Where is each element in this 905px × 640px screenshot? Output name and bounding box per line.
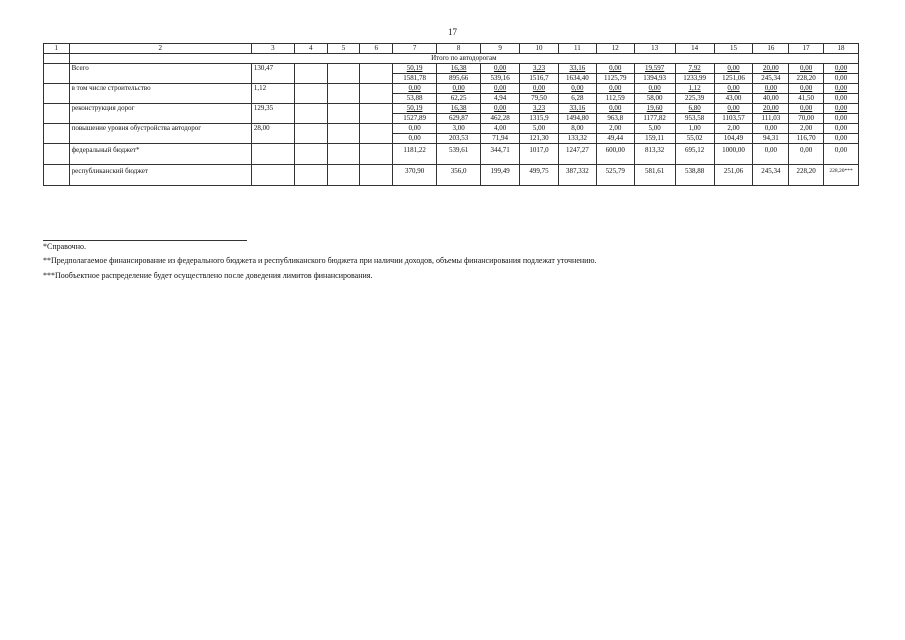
row-col3-value: 1,12 <box>251 84 294 104</box>
cell-value-top <box>520 104 559 114</box>
value-text: 0,00 <box>609 84 622 92</box>
row-label: повышение уровня обустройства автодорог <box>69 124 251 144</box>
row-number-cell <box>44 104 70 124</box>
cell-value-bottom: 70,00 <box>789 114 824 124</box>
empty-cell <box>360 165 393 186</box>
empty-cell <box>327 64 360 84</box>
column-header: 3 <box>251 44 294 54</box>
value-text: 1,00 <box>688 124 701 132</box>
cell-value-top <box>675 104 714 114</box>
footnote-financing: **Предполагаемое финансирование из федерального бюджета и республиканского бюджета при наличии доходов, объемы финансирования подлежат уточнению. <box>43 256 597 265</box>
value-text: 0,00 <box>800 104 813 112</box>
value-text: 0,00 <box>609 64 622 72</box>
cell-value: 600,00 <box>596 144 634 165</box>
table-row <box>44 104 859 114</box>
cell-value: 0,00 <box>824 144 859 165</box>
row-label: в том числе строительство <box>69 84 251 104</box>
cell-value-bottom: 116,70 <box>789 134 824 144</box>
row-number-cell <box>44 64 70 84</box>
column-header: 10 <box>520 44 559 54</box>
value-text: 5,00 <box>532 124 546 132</box>
cell-value-bottom: 79,50 <box>520 94 559 104</box>
value-text: 0,00 <box>834 124 848 132</box>
row-label: федеральный бюджет* <box>69 144 251 165</box>
value-text: 0,00 <box>532 84 546 92</box>
cell-value-top <box>596 104 634 114</box>
cell-value-top <box>789 104 824 114</box>
cell-value: 538,88 <box>675 165 714 186</box>
empty-cell <box>360 144 393 165</box>
cell-value-top <box>634 124 675 134</box>
page-number: 17 <box>448 27 457 37</box>
column-header: 14 <box>675 44 714 54</box>
cell-value-top <box>437 64 481 74</box>
row-label: реконструкция дорог <box>69 104 251 124</box>
cell-value-top <box>675 124 714 134</box>
value-text: 7,92 <box>688 64 701 72</box>
footnote-distribution: ***Пообъектное распределение будет осуществлено после доведения лимитов финансирования. <box>43 271 373 280</box>
cell-value-bottom: 203,53 <box>437 134 481 144</box>
cell-value: 539,61 <box>437 144 481 165</box>
column-header: 16 <box>753 44 789 54</box>
cell-value-bottom: 1527,89 <box>393 114 437 124</box>
value-text: 3,00 <box>452 124 465 132</box>
value-text: 0,00 <box>727 64 740 72</box>
cell-value-top <box>596 84 634 94</box>
cell-value-bottom: 133,32 <box>558 134 596 144</box>
value-text: 3,23 <box>532 104 546 112</box>
cell-value-top <box>789 124 824 134</box>
column-header: 2 <box>69 44 251 54</box>
value-text: 2,00 <box>609 124 622 132</box>
cell-value-bottom: 0,00 <box>824 134 859 144</box>
cell-value-bottom: 1233,99 <box>675 74 714 84</box>
value-text: 8,00 <box>571 124 584 132</box>
cell-value-top <box>789 84 824 94</box>
cell-value-bottom: 159,11 <box>634 134 675 144</box>
column-header: 6 <box>360 44 393 54</box>
row-col3-value <box>251 144 294 165</box>
value-text: 0,00 <box>800 84 813 92</box>
cell-value-top <box>824 124 859 134</box>
cell-value-bottom: 58,00 <box>634 94 675 104</box>
value-text: 20,00 <box>762 64 779 72</box>
value-text: 50,19 <box>406 64 423 72</box>
value-text: 0,00 <box>648 84 661 92</box>
row-col3-value <box>251 165 294 186</box>
empty-cell <box>294 104 327 124</box>
cell-value-top <box>393 104 437 114</box>
cell-value-top <box>481 104 520 114</box>
cell-value-top <box>824 104 859 114</box>
cell-value: 387,332 <box>558 165 596 186</box>
cell-value-bottom: 1125,79 <box>596 74 634 84</box>
footnote-rule <box>43 240 247 241</box>
cell-value-top <box>634 104 675 114</box>
value-text: 0,00 <box>408 124 421 132</box>
value-text: 0,00 <box>727 84 740 92</box>
value-text: 0,00 <box>834 64 848 72</box>
value-text: 0,00 <box>800 64 813 72</box>
cell-value: 228,20*** <box>824 165 859 186</box>
cell-value: 1247,27 <box>558 144 596 165</box>
cell-value-bottom: 55,02 <box>675 134 714 144</box>
cell-value-bottom: 121,30 <box>520 134 559 144</box>
column-header: 17 <box>789 44 824 54</box>
cell-value-top <box>393 124 437 134</box>
value-text: 2,00 <box>800 124 813 132</box>
value-text: 2,00 <box>727 124 740 132</box>
value-text: 0,00 <box>764 84 777 92</box>
value-text: 5,00 <box>648 124 661 132</box>
cell-value-bottom: 895,66 <box>437 74 481 84</box>
cell-value-top <box>558 64 596 74</box>
cell-value-top <box>675 84 714 94</box>
empty-cell <box>327 165 360 186</box>
row-number-cell <box>44 144 70 165</box>
cell-value-bottom: 1634,40 <box>558 74 596 84</box>
cell-value-top <box>437 124 481 134</box>
cell-value-bottom: 62,25 <box>437 94 481 104</box>
value-text: 33,16 <box>569 64 586 72</box>
cell-value-top <box>481 84 520 94</box>
row-number-cell <box>44 84 70 104</box>
cell-value-top <box>789 64 824 74</box>
value-text: 16,38 <box>450 104 467 112</box>
value-text: 0,00 <box>493 64 507 72</box>
cell-value: 344,71 <box>481 144 520 165</box>
empty-cell <box>327 104 360 124</box>
cell-value: 251,06 <box>714 165 753 186</box>
value-text: 0,00 <box>452 84 465 92</box>
cell-value: 525,79 <box>596 165 634 186</box>
cell-value-bottom: 1177,82 <box>634 114 675 124</box>
empty-cell <box>294 84 327 104</box>
cell-value-bottom: 41,50 <box>789 94 824 104</box>
cell-value-bottom: 43,00 <box>714 94 753 104</box>
cell-value-bottom: 963,8 <box>596 114 634 124</box>
cell-value-bottom: 104,49 <box>714 134 753 144</box>
cell-value: 370,90 <box>393 165 437 186</box>
value-text: 0,00 <box>727 104 740 112</box>
footnote-reference: *Справочно. <box>43 242 86 251</box>
empty-cell <box>360 104 393 124</box>
cell-value-top <box>596 64 634 74</box>
table-row <box>44 84 859 94</box>
column-header: 9 <box>481 44 520 54</box>
value-text: 0,00 <box>764 124 777 132</box>
header-row <box>44 44 859 54</box>
section-cell-blank <box>44 54 70 64</box>
cell-value-bottom: 245,34 <box>753 74 789 84</box>
cell-value-bottom: 1494,80 <box>558 114 596 124</box>
cell-value-bottom: 94,31 <box>753 134 789 144</box>
section-row <box>44 54 859 64</box>
cell-value-top <box>634 84 675 94</box>
column-header: 1 <box>44 44 70 54</box>
empty-cell <box>360 84 393 104</box>
cell-value-top <box>753 64 789 74</box>
cell-value-top <box>481 124 520 134</box>
row-col3-value: 28,00 <box>251 124 294 144</box>
cell-value-top <box>520 124 559 134</box>
table-row <box>44 144 859 165</box>
cell-value: 356,0 <box>437 165 481 186</box>
empty-cell <box>327 124 360 144</box>
cell-value-bottom: 953,58 <box>675 114 714 124</box>
cell-value-bottom: 539,16 <box>481 74 520 84</box>
cell-value-bottom: 49,44 <box>596 134 634 144</box>
value-text: 0,00 <box>834 84 848 92</box>
cell-value-bottom: 40,00 <box>753 94 789 104</box>
empty-cell <box>360 124 393 144</box>
cell-value-top <box>824 84 859 94</box>
empty-cell <box>360 64 393 84</box>
cell-value-top <box>596 124 634 134</box>
financing-table <box>43 43 859 186</box>
cell-value-bottom: 228,20 <box>789 74 824 84</box>
cell-value-top <box>824 64 859 74</box>
value-text: 16,38 <box>450 64 467 72</box>
empty-cell <box>294 144 327 165</box>
cell-value-top <box>558 84 596 94</box>
cell-value-top <box>437 84 481 94</box>
cell-value-top <box>675 64 714 74</box>
cell-value-bottom: 1516,7 <box>520 74 559 84</box>
cell-value: 0,00 <box>753 144 789 165</box>
empty-cell <box>294 124 327 144</box>
cell-value-bottom: 111,03 <box>753 114 789 124</box>
value-text: 3,23 <box>532 64 546 72</box>
cell-value-bottom: 53,88 <box>393 94 437 104</box>
cell-value: 813,32 <box>634 144 675 165</box>
cell-value-top <box>753 104 789 114</box>
cell-value-bottom: 0,00 <box>824 74 859 84</box>
value-text: 0,00 <box>609 104 622 112</box>
cell-value-top <box>520 64 559 74</box>
cell-value-bottom: 462,28 <box>481 114 520 124</box>
value-text: 1,12 <box>688 84 701 92</box>
cell-value-bottom: 629,87 <box>437 114 481 124</box>
cell-value: 1017,0 <box>520 144 559 165</box>
section-title: Итого по автодорогам <box>69 54 858 64</box>
value-text: 19,60 <box>646 104 663 112</box>
column-header: 11 <box>558 44 596 54</box>
cell-value-bottom: 1581,78 <box>393 74 437 84</box>
empty-cell <box>294 64 327 84</box>
cell-value: 228,20 <box>789 165 824 186</box>
row-col3-value: 130,47 <box>251 64 294 84</box>
cell-value-bottom: 0,00 <box>824 114 859 124</box>
table-row <box>44 124 859 134</box>
cell-value-top <box>753 124 789 134</box>
empty-cell <box>327 144 360 165</box>
value-text: 50,19 <box>406 104 423 112</box>
cell-value: 581,61 <box>634 165 675 186</box>
column-header: 7 <box>393 44 437 54</box>
value-text: 0,00 <box>834 104 848 112</box>
row-label: Всего <box>69 64 251 84</box>
column-header: 5 <box>327 44 360 54</box>
cell-value: 0,00 <box>789 144 824 165</box>
column-header: 8 <box>437 44 481 54</box>
cell-value-top <box>393 64 437 74</box>
column-header: 12 <box>596 44 634 54</box>
column-header: 18 <box>824 44 859 54</box>
table-row <box>44 64 859 74</box>
column-header: 15 <box>714 44 753 54</box>
cell-value: 499,75 <box>520 165 559 186</box>
row-label: республиканский бюджет <box>69 165 251 186</box>
value-text: 6,80 <box>688 104 701 112</box>
cell-value-top <box>634 64 675 74</box>
value-text: 19,597 <box>645 64 665 72</box>
row-col3-value: 129,35 <box>251 104 294 124</box>
value-text: 0,00 <box>571 84 584 92</box>
cell-value-top <box>714 84 753 94</box>
cell-value-bottom: 1394,93 <box>634 74 675 84</box>
table-row <box>44 165 859 186</box>
value-text: 20,00 <box>762 104 779 112</box>
cell-value: 199,49 <box>481 165 520 186</box>
value-text: 0,00 <box>493 84 507 92</box>
cell-value-top <box>714 64 753 74</box>
value-text: 0,00 <box>408 84 421 92</box>
value-text: 0,00 <box>493 104 507 112</box>
cell-value-top <box>437 104 481 114</box>
cell-value: 1000,00 <box>714 144 753 165</box>
cell-value-top <box>393 84 437 94</box>
cell-value-top <box>714 104 753 114</box>
cell-value-bottom: 6,28 <box>558 94 596 104</box>
cell-value-bottom: 0,00 <box>824 94 859 104</box>
value-text: 33,16 <box>569 104 586 112</box>
row-number-cell <box>44 124 70 144</box>
value-text: 4,00 <box>493 124 507 132</box>
cell-value: 1181,22 <box>393 144 437 165</box>
cell-value-top <box>520 84 559 94</box>
cell-value-top <box>558 124 596 134</box>
cell-value-top <box>753 84 789 94</box>
cell-value: 245,34 <box>753 165 789 186</box>
cell-value-bottom: 4,94 <box>481 94 520 104</box>
cell-value-top <box>481 64 520 74</box>
cell-value-bottom: 1103,57 <box>714 114 753 124</box>
column-header: 4 <box>294 44 327 54</box>
column-header: 13 <box>634 44 675 54</box>
cell-value-top <box>558 104 596 114</box>
cell-value-bottom: 0,00 <box>393 134 437 144</box>
cell-value-bottom: 1315,9 <box>520 114 559 124</box>
cell-value-bottom: 112,59 <box>596 94 634 104</box>
cell-value-bottom: 1251,06 <box>714 74 753 84</box>
empty-cell <box>327 84 360 104</box>
cell-value: 695,12 <box>675 144 714 165</box>
row-number-cell <box>44 165 70 186</box>
cell-value-bottom: 71,94 <box>481 134 520 144</box>
empty-cell <box>294 165 327 186</box>
cell-value-bottom: 225,39 <box>675 94 714 104</box>
cell-value-top <box>714 124 753 134</box>
